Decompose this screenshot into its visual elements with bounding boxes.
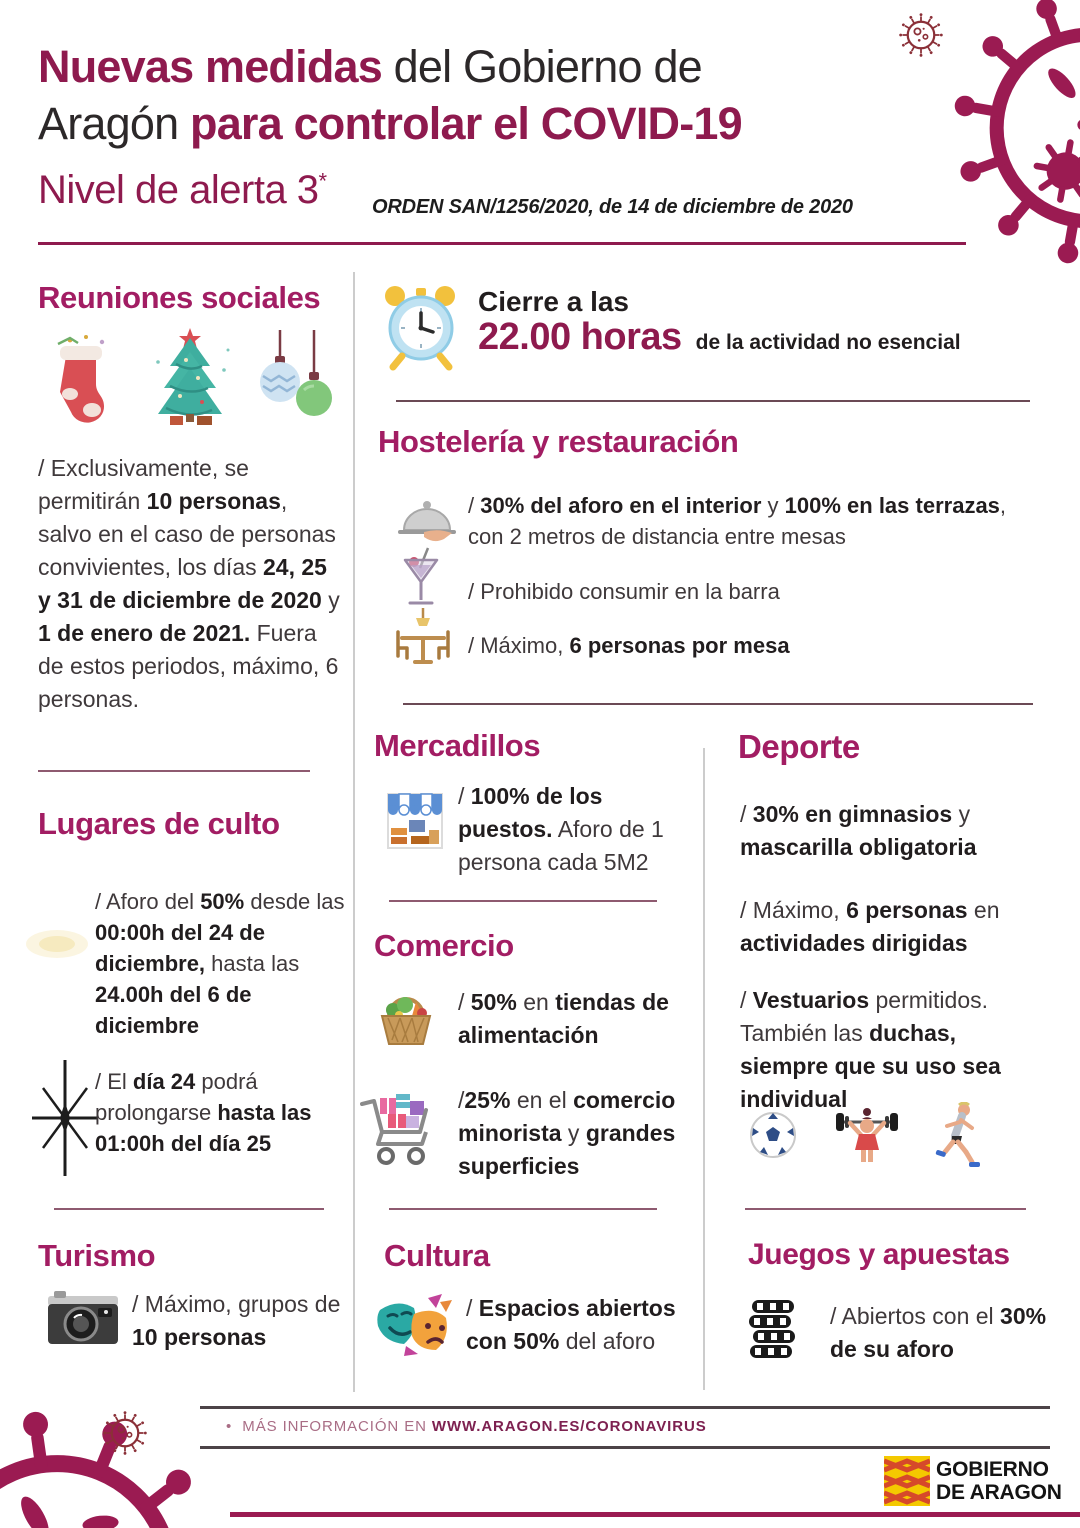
divider-juegos — [745, 1208, 1026, 1210]
table-chairs-icon — [390, 608, 456, 670]
closure-prefix: Cierre a las — [478, 286, 629, 317]
poker-chips-icon — [746, 1296, 798, 1362]
comercio-heading: Comercio — [374, 928, 514, 963]
deporte-item-3: / Vestuarios permitidos. También las duchas, siempre que su uso sea individual — [740, 987, 1001, 1112]
market-stall-icon — [383, 788, 447, 854]
gobierno-aragon-logo — [884, 1456, 1062, 1506]
hosteleria-item-2: / Prohibido consumir en la barra — [468, 579, 780, 604]
juegos-heading: Juegos y apuestas — [748, 1238, 1010, 1271]
shopping-cart-icon — [360, 1088, 436, 1172]
bottom-accent-bar — [230, 1512, 1080, 1517]
alert-level — [38, 168, 327, 213]
virus-large-top-icon — [950, 0, 1080, 268]
divider-mercadillos — [389, 900, 657, 902]
logo-line-1: GOBIERNO — [936, 1458, 1049, 1481]
divider-banner — [396, 400, 1030, 402]
alarm-clock-icon — [380, 280, 462, 372]
footer-rule-bottom — [200, 1446, 1050, 1449]
page-title-line-1: Nuevas medidas del Gobierno de — [38, 41, 702, 92]
logo-line-2: DE ARAGON — [936, 1481, 1062, 1504]
order-reference: ORDEN SAN/1256/2020, de 14 de diciembre de 2020 — [372, 196, 853, 218]
hosteleria-heading: Hostelería y restauración — [378, 424, 739, 459]
lugares-heading: Lugares de culto — [38, 806, 280, 841]
turismo-item-1: / Máximo, grupos de 10 personas — [132, 1291, 341, 1350]
weightlifter-icon — [834, 1106, 900, 1168]
header-rule — [38, 242, 966, 245]
comercio-item-1: / 50% en tiendas de alimentación — [458, 989, 669, 1048]
footer-info — [226, 1418, 707, 1435]
camera-icon — [46, 1288, 120, 1348]
divider-cultura — [389, 1208, 657, 1210]
mercadillos-heading: Mercadillos — [374, 728, 541, 763]
column-rule-left — [353, 272, 355, 1392]
christmas-stocking-icon — [40, 332, 120, 426]
hosteleria-item-1: / 30% del aforo en el interior y 100% en las terrazas, con 2 metros de distancia entre mesas — [468, 493, 1007, 549]
christmas-tree-icon — [142, 326, 238, 428]
theater-masks-icon — [376, 1292, 460, 1358]
aragon-flag-icon — [884, 1456, 930, 1506]
closure-suffix: de la actividad no esencial — [695, 331, 961, 354]
deporte-item-1: / 30% en gimnasios y mascarilla obligatoria — [740, 801, 977, 860]
star-sparkle-icon — [28, 1058, 102, 1178]
logo-text — [936, 1458, 1062, 1504]
runner-icon — [934, 1102, 982, 1172]
lugares-item-2: / El día 24 podrá prolongarse hasta las 01:00h del día 25 — [95, 1069, 312, 1156]
mercadillos-item-1: / 100% de los puestos. Aforo de 1 persona cada 5M2 — [458, 783, 664, 875]
divider-hosteleria — [403, 703, 1033, 705]
reuniones-body: / Exclusivamente, se permitirán 10 personas, salvo en el caso de personas convivientes, los días 24, 25 y 31 de diciembre de 2020 y 1 de enero de 2021. Fuera de estos periodos, máximo, 6 personas. — [38, 455, 340, 712]
cultura-item-1: / Espacios abiertos con 50% del aforo — [466, 1295, 676, 1354]
candle-glow-icon — [24, 918, 90, 970]
divider-turismo — [54, 1208, 324, 1210]
comercio-item-2: /25% en el comercio minorista y grandes superficies — [458, 1087, 676, 1179]
lugares-item-1: / Aforo del 50% desde las 00:00h del 24 de diciembre, hasta las 24.00h del 6 de diciembre — [95, 889, 345, 1038]
footer-rule-top — [200, 1406, 1050, 1409]
header — [38, 38, 948, 152]
deporte-item-2: / Máximo, 6 personas en actividades dirigidas — [740, 897, 1000, 956]
food-basket-icon — [376, 990, 436, 1050]
christmas-baubles-icon — [252, 330, 340, 428]
divider-reuniones — [38, 770, 310, 772]
page-title-line-2: Aragón para controlar el COVID-19 — [38, 98, 742, 149]
soccer-ball-icon — [748, 1110, 798, 1160]
serving-cloche-icon — [398, 490, 456, 544]
cocktail-icon — [402, 546, 440, 610]
closure-line — [478, 316, 961, 359]
reuniones-heading: Reuniones sociales — [38, 280, 321, 315]
alert-asterisk: * — [318, 168, 327, 194]
deporte-heading: Deporte — [738, 728, 860, 765]
cultura-heading: Cultura — [384, 1238, 490, 1273]
footer-info-prefix: MÁS INFORMACIÓN EN — [242, 1418, 432, 1435]
turismo-heading: Turismo — [38, 1238, 156, 1273]
closure-time: 22.00 horas — [478, 316, 682, 358]
footer-bullet: • — [226, 1418, 233, 1435]
footer-info-url: WWW.ARAGON.ES/CORONAVIRUS — [431, 1418, 707, 1435]
juegos-item-1: / Abiertos con el 30% de su aforo — [830, 1303, 1047, 1362]
hosteleria-item-3: / Máximo, 6 personas por mesa — [468, 633, 790, 658]
virus-small-bottom-icon — [102, 1410, 148, 1456]
alert-level-text: Nivel de alerta 3 — [38, 168, 319, 212]
